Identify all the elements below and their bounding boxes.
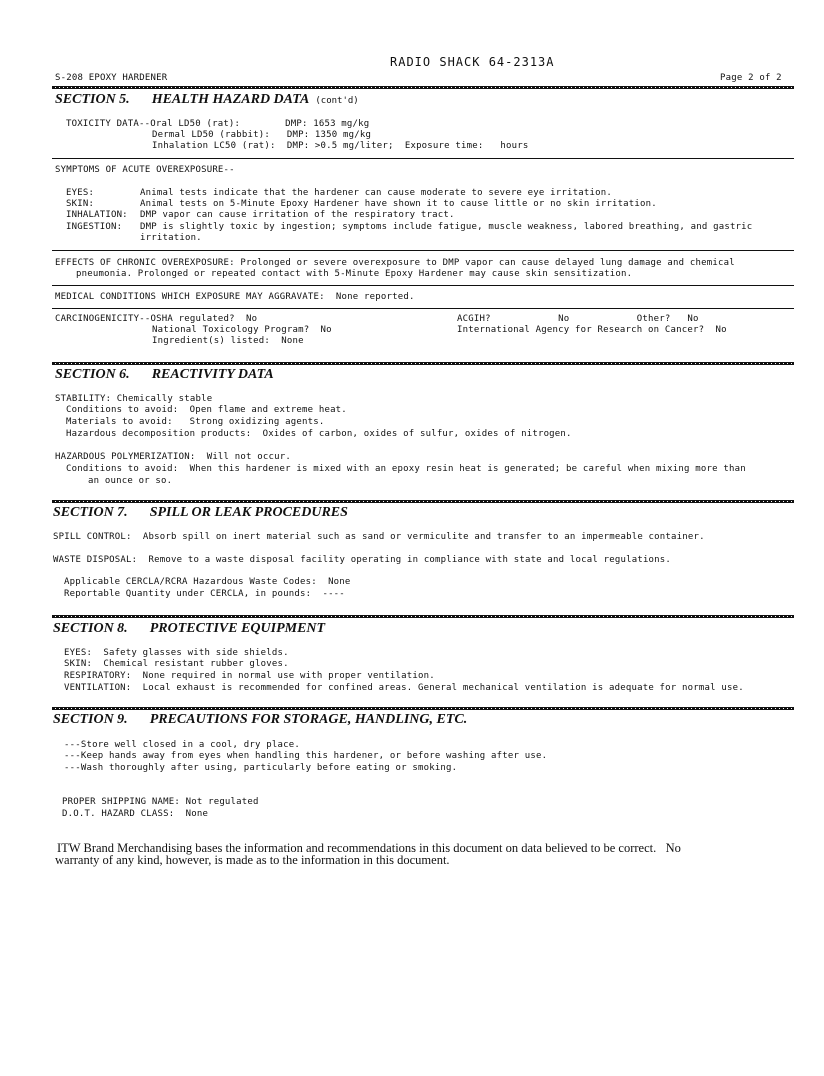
cercla-codes: Applicable CERCLA/RCRA Hazardous Waste Codes: None: [64, 577, 351, 587]
eyes-label: EYES:: [66, 188, 95, 198]
polymerization-conditions-cont: an ounce or so.: [88, 476, 173, 486]
section-divider: [52, 707, 794, 710]
disclaimer-line-2: warranty of any kind, however, is made as to the information in this document.: [55, 853, 450, 867]
carcinogenicity-osha: CARCINOGENICITY--OSHA regulated? No: [55, 314, 258, 324]
ingestion-label: INGESTION:: [66, 222, 123, 232]
toxicity-inhalation: Inhalation LC50 (rat): DMP: >0.5 mg/liter; Exposure time: hours: [152, 141, 529, 151]
section-9-heading: SECTION 9. PRECAUTIONS FOR STORAGE, HANDLING, ETC.: [53, 712, 468, 727]
protective-respiratory: RESPIRATORY: None required in normal use with proper ventilation.: [64, 671, 435, 681]
protective-skin: SKIN: Chemical resistant rubber gloves.: [64, 659, 289, 669]
ingestion-text: DMP is slightly toxic by ingestion; symptoms include fatigue, muscle weakness, labored breathing, and gastric: [140, 222, 753, 232]
product-name: S-208 EPOXY HARDENER: [55, 73, 168, 83]
divider: [52, 158, 794, 159]
carcinogenicity-ntp: National Toxicology Program? No: [152, 325, 332, 335]
cercla-quantity: Reportable Quantity under CERCLA, in pounds: ----: [64, 589, 345, 599]
protective-eyes: EYES: Safety glasses with side shields.: [64, 648, 289, 658]
page-number: Page 2 of 2: [720, 73, 782, 83]
toxicity-dermal: Dermal LD50 (rabbit): DMP: 1350 mg/kg: [152, 130, 372, 140]
section-8-heading: SECTION 8. PROTECTIVE EQUIPMENT: [53, 621, 326, 636]
storage-precaution-3: ---Wash thoroughly after using, particularly before eating or smoking.: [64, 763, 458, 773]
inhalation-label: INHALATION:: [66, 210, 128, 220]
section-5-heading: SECTION 5. HEALTH HAZARD DATA (cont'd): [55, 92, 359, 107]
document-title: RADIO SHACK 64-2313A: [390, 55, 555, 69]
symptoms-heading: SYMPTOMS OF ACUTE OVEREXPOSURE--: [55, 165, 235, 175]
section-divider: [52, 615, 794, 618]
protective-ventilation: VENTILATION: Local exhaust is recommended for confined areas. General mechanical ventilation is adequate for normal use.: [64, 683, 744, 693]
skin-label: SKIN:: [66, 199, 95, 209]
waste-disposal: WASTE DISPOSAL: Remove to a waste disposal facility operating in compliance with state and local regulations.: [53, 555, 672, 565]
stability-materials: Materials to avoid: Strong oxidizing agents.: [66, 417, 325, 427]
stability-conditions: Conditions to avoid: Open flame and extreme heat.: [66, 405, 347, 415]
divider: [52, 250, 794, 251]
section-divider: [52, 86, 794, 89]
storage-precaution-2: ---Keep hands away from eyes when handling this hardener, or before washing after use.: [64, 751, 548, 761]
shipping-name: PROPER SHIPPING NAME: Not regulated: [62, 797, 259, 807]
skin-text: Animal tests on 5-Minute Epoxy Hardener have shown it to cause little or no skin irritation.: [140, 199, 657, 209]
section-divider: [52, 362, 794, 365]
medical-conditions: MEDICAL CONDITIONS WHICH EXPOSURE MAY AGGRAVATE: None reported.: [55, 292, 415, 302]
ingestion-text-cont: irritation.: [140, 233, 202, 243]
stability: STABILITY: Chemically stable: [55, 394, 213, 404]
eyes-text: Animal tests indicate that the hardener can cause moderate to severe eye irritation.: [140, 188, 612, 198]
inhalation-text: DMP vapor can cause irritation of the respiratory tract.: [140, 210, 455, 220]
section-divider: [52, 500, 794, 503]
chronic-effects: EFFECTS OF CHRONIC OVEREXPOSURE: Prolonged or severe overexposure to DMP vapor can cause delayed lung damage and chemical: [55, 258, 735, 268]
carcinogenicity-iarc: International Agency for Research on Cancer? No: [457, 325, 727, 335]
storage-precaution-1: ---Store well closed in a cool, dry place.: [64, 740, 300, 750]
disclaimer-line-1: ITW Brand Merchandising bases the information and recommendations in this document on data believed to be correct. No: [57, 841, 681, 855]
decomposition-products: Hazardous decomposition products: Oxides of carbon, oxides of sulfur, oxides of nitrogen.: [66, 429, 572, 439]
section-6-heading: SECTION 6. REACTIVITY DATA: [55, 367, 274, 382]
dot-hazard-class: D.O.T. HAZARD CLASS: None: [62, 809, 209, 819]
divider: [52, 308, 794, 309]
polymerization-conditions: Conditions to avoid: When this hardener is mixed with an epoxy resin heat is generated; be careful when mixing more than: [66, 464, 746, 474]
section-7-heading: SECTION 7. SPILL OR LEAK PROCEDURES: [53, 505, 348, 520]
toxicity-oral: TOXICITY DATA--Oral LD50 (rat): DMP: 1653 mg/kg: [66, 119, 370, 129]
spill-control: SPILL CONTROL: Absorb spill on inert material such as sand or vermiculite and transfer to an impermeable container.: [53, 532, 705, 542]
divider: [52, 285, 794, 286]
carcinogenicity-ingredients: Ingredient(s) listed: None: [152, 336, 304, 346]
carcinogenicity-acgih: ACGIH? No Other? No: [457, 314, 699, 324]
hazardous-polymerization: HAZARDOUS POLYMERIZATION: Will not occur.: [55, 452, 291, 462]
chronic-effects-cont: pneumonia. Prolonged or repeated contact with 5-Minute Epoxy Hardener may cause skin sensitization.: [76, 269, 633, 279]
